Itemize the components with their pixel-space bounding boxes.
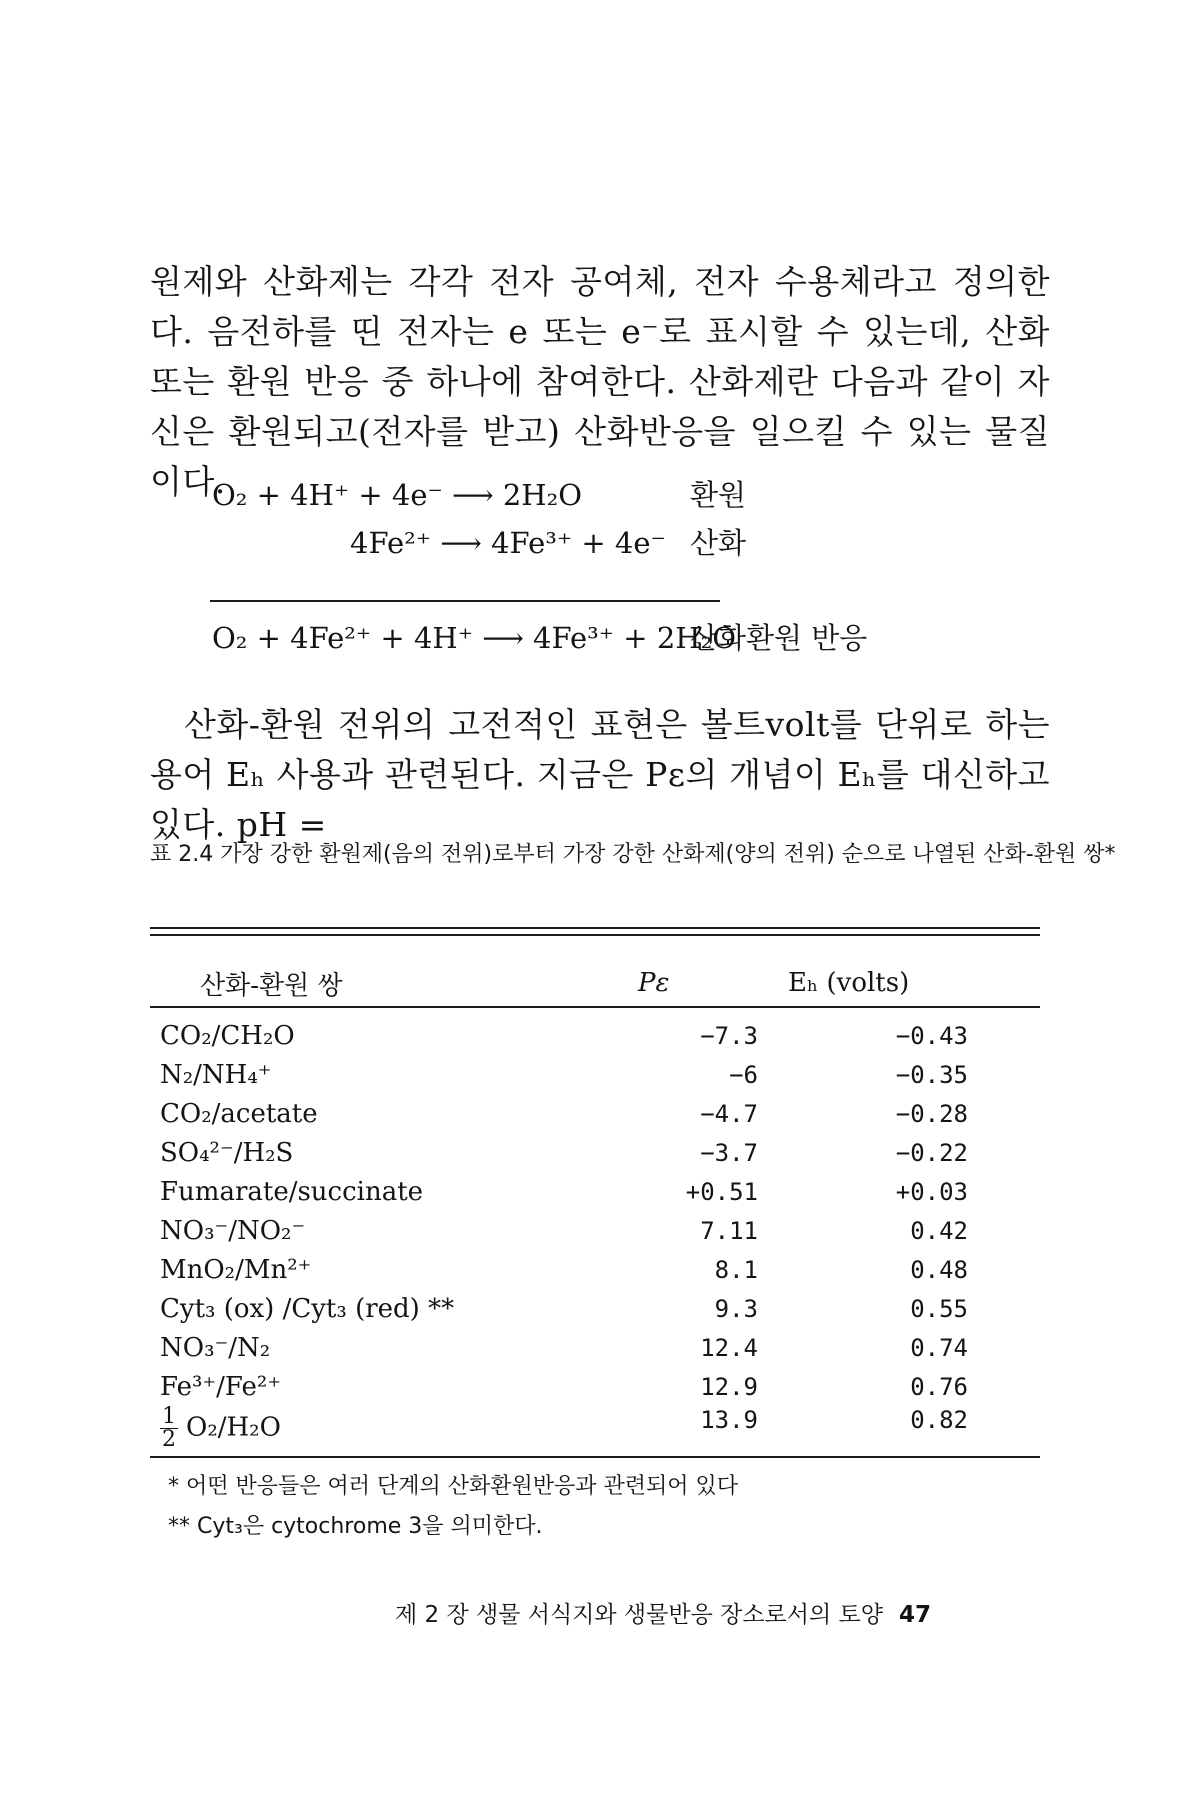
oxidation-label: 산화: [690, 526, 747, 560]
eh-cell: 0.76: [910, 1372, 968, 1401]
overall-redox-reaction: O₂ + 4Fe²⁺ + 4H⁺ ⟶ 4Fe³⁺ + 2H₂O: [212, 621, 736, 655]
eh-cell: −0.28: [895, 1099, 968, 1128]
table-row: [150, 1367, 1040, 1406]
table-top-rule-1: [150, 927, 1040, 929]
table-row: [150, 1172, 1040, 1211]
table-bottom-rule: [150, 1456, 1040, 1458]
table-header-rule: [150, 1006, 1040, 1008]
table-row: [150, 1094, 1040, 1133]
pe-cell: +0.51: [685, 1177, 758, 1206]
table-row: [150, 1133, 1040, 1172]
chapter-title: 제 2 장 생물 서식지와 생물반응 장소로서의 토양: [395, 1602, 883, 1628]
overall-reaction-label: 산화환원 반응: [690, 621, 868, 655]
footnote-2: ** Cyt₃은 cytochrome 3을 의미한다.: [168, 1514, 543, 1539]
pair-cell: SO₄²⁻/H₂S: [160, 1137, 294, 1168]
pair-cell: MnO₂/Mn²⁺: [160, 1254, 312, 1285]
pe-cell: −7.3: [700, 1021, 758, 1050]
reduction-half-reaction: O₂ + 4H⁺ + 4e⁻ ⟶ 2H₂O: [212, 478, 582, 512]
pe-cell: −3.7: [700, 1138, 758, 1167]
header-eh: Eₕ (volts): [788, 968, 910, 998]
header-pair: 산화-환원 쌍: [200, 970, 343, 1001]
pair-cell: Fumarate/succinate: [160, 1176, 424, 1207]
eh-cell: 0.55: [910, 1294, 968, 1323]
pe-cell: 8.1: [714, 1255, 758, 1284]
eh-cell: 0.74: [910, 1333, 968, 1362]
header-row: [150, 958, 1040, 1008]
table-row: [150, 1406, 1040, 1468]
pe-cell: −6: [729, 1060, 758, 1089]
eh-cell: 0.82: [910, 1406, 968, 1434]
pair-cell: N₂/NH₄⁺: [160, 1059, 272, 1090]
pe-cell: 7.11: [700, 1216, 758, 1245]
reduction-label: 환원: [690, 478, 747, 512]
one-half-fraction: [160, 1406, 178, 1451]
oxidation-half-reaction: 4Fe²⁺ ⟶ 4Fe³⁺ + 4e⁻: [350, 526, 666, 560]
pe-cell: −4.7: [700, 1099, 758, 1128]
reaction-sum-line: [210, 600, 720, 602]
body-paragraph-1: 원제와 산화제는 각각 전자 공여체, 전자 수용체라고 정의한다. 음전하를 띤 전자는 e 또는 e⁻로 표시할 수 있는데, 산화 또는 환원 반응 중 하나에 참여한다. 산화제란 다음과 같이 자신은 환원되고(전자를 받고) 산화반응을 일으킬 수 있는 물질이다.: [150, 262, 1050, 501]
pair-cell: CO₂/CH₂O: [160, 1020, 295, 1051]
page-number: 47: [898, 1602, 931, 1628]
pair-cell: CO₂/acetate: [160, 1098, 318, 1129]
redox-pairs-table: [150, 958, 1040, 1468]
pe-cell: 12.4: [700, 1333, 758, 1362]
page-footer: [395, 1599, 931, 1631]
table-row: [150, 1289, 1040, 1328]
table-top-rule-2: [150, 934, 1040, 936]
eh-cell: 0.42: [910, 1216, 968, 1245]
table-row: [150, 1055, 1040, 1094]
body-paragraph-2: 산화-환원 전위의 고전적인 표현은 볼트volt를 단위로 하는 용어 Eₕ 사용과 관련된다. 지금은 Pε의 개념이 Eₕ를 대신하고 있다. pH =: [150, 705, 1050, 844]
pair-cell: Cyt₃ (ox) /Cyt₃ (red) **: [160, 1293, 455, 1324]
pair-cell: NO₃⁻/NO₂⁻: [160, 1215, 306, 1246]
pair-cell: NO₃⁻/N₂: [160, 1332, 271, 1363]
pe-cell: 9.3: [714, 1294, 758, 1323]
footnote-1: * 어떤 반응들은 여러 단계의 산화환원반응과 관련되어 있다: [168, 1474, 739, 1499]
table-row: [150, 1211, 1040, 1250]
eh-cell: −0.43: [895, 1021, 968, 1050]
fraction-denominator: 2: [162, 1427, 176, 1452]
eh-cell: 0.48: [910, 1255, 968, 1284]
header-pe: Pε: [638, 968, 670, 998]
pair-cell: [150, 1406, 578, 1468]
pe-cell: 12.9: [700, 1372, 758, 1401]
table-caption: 표 2.4 가장 강한 환원제(음의 전위)로부터 가장 강한 산화제(양의 전위) 순으로 나열된 산화-환원 쌍*: [150, 842, 1116, 867]
fraction-numerator: 1: [162, 1404, 176, 1429]
eh-cell: −0.35: [895, 1060, 968, 1089]
table-row: [150, 1008, 1040, 1055]
pe-cell: 13.9: [700, 1406, 758, 1434]
pair-cell: Fe³⁺/Fe²⁺: [160, 1371, 282, 1402]
eh-cell: −0.22: [895, 1138, 968, 1167]
table-header: [150, 958, 1040, 1008]
eh-cell: +0.03: [895, 1177, 968, 1206]
table-body: [150, 1008, 1040, 1468]
table-row: [150, 1328, 1040, 1367]
table-row: [150, 1250, 1040, 1289]
pair-text: O₂/H₂O: [186, 1412, 281, 1443]
